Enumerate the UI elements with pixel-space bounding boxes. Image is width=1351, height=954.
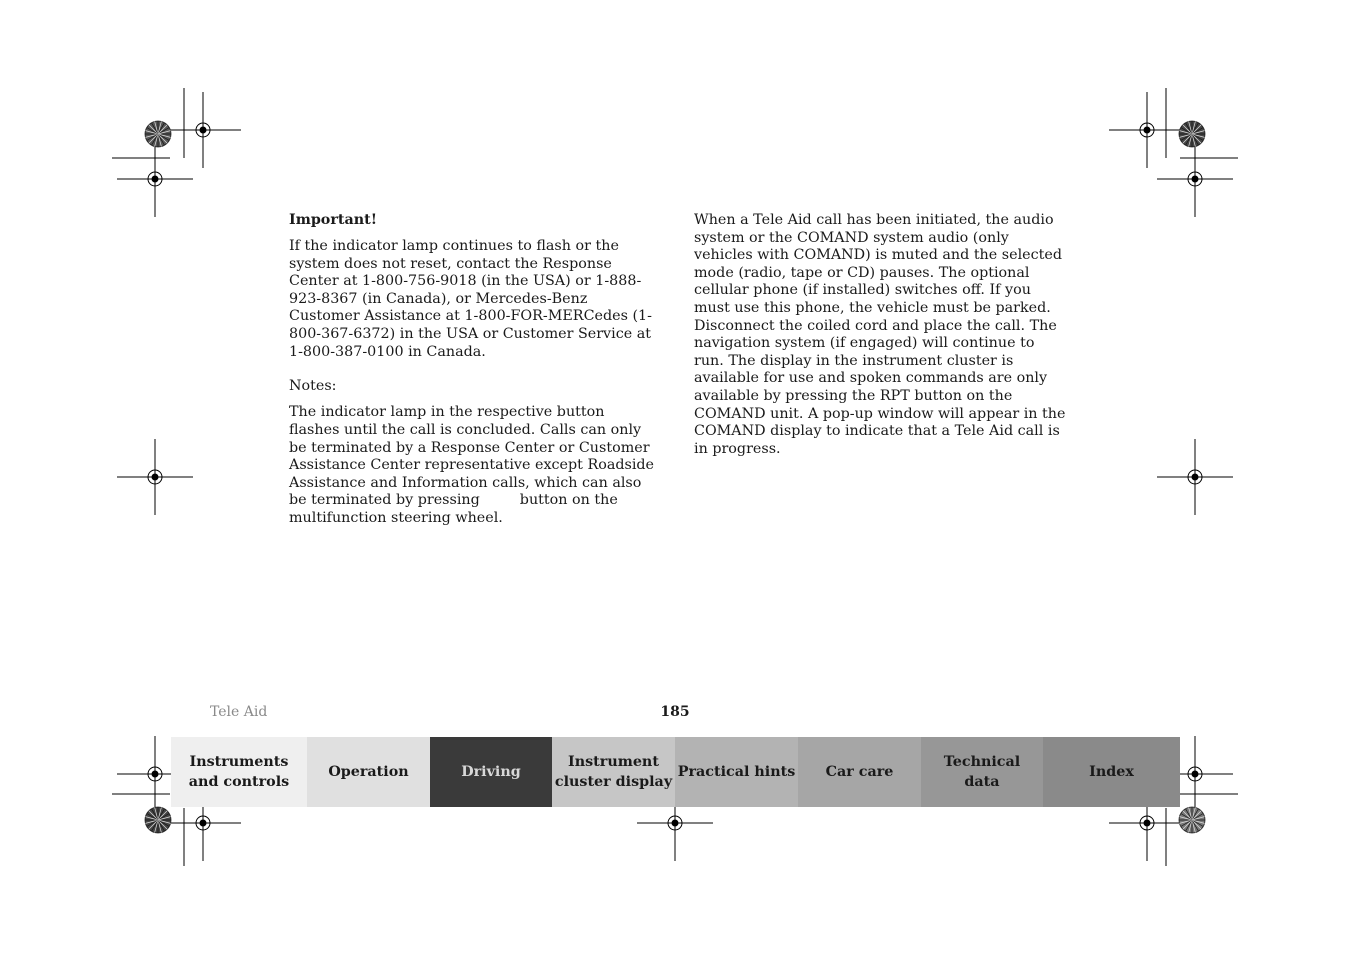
tele-aid-call-text: When a Tele Aid call has been initiated, the audio system or the COMAND system audio (only vehicles with COMAND) is muted and the selected mode (radio, tape or CD) pauses. The optional cellular phone (if installed) switches off. If you must use this phone, the vehicle must be parked. Disconnect the coiled cord and place the call. The navigation system (if engaged) will continue to run. The display in the instrument cluster is available for use and spoken commands are only available by pressing the RPT button on the COMAND unit. A pop-up window will appear in the COMAND display to indicate that a Tele Aid call is in progress. [694,212,1066,457]
registration-crosshair-icon [1109,92,1185,168]
registration-crosshair-icon [117,439,193,515]
tab-label-line1: Index [1089,764,1134,780]
tab-label-line1: Car care [825,764,894,780]
tab-instrument-cluster-display[interactable] [552,737,675,807]
registration-crosshair-icon [1157,439,1233,515]
tab-label-line1: Operation [328,764,409,780]
tab-practical-hints[interactable] [675,737,798,807]
notes-text [289,404,659,527]
chapter-navigation-bar [171,737,1180,807]
tab-index[interactable] [1043,737,1180,807]
tab-label-line2: and controls [188,774,290,790]
right-column [694,212,1066,467]
tab-label-line2: cluster display [554,774,673,790]
important-heading: Important! [289,212,378,228]
notes-text-before: The indicator lamp in the respective button flashes until the call is concluded. Calls can only be terminated by a Response Center or Customer Assistance Center representative except Roadside Assistance and Information calls, which can also be terminated by pressing [289,404,655,509]
tab-operation[interactable] [307,737,430,807]
starburst-target-icon [145,121,171,147]
registration-crosshair-icon [1157,141,1233,217]
tab-label-line1: Driving [461,764,521,780]
registration-crosshair-icon [165,92,241,168]
left-column [289,212,659,536]
tab-technical-data[interactable] [921,737,1043,807]
tab-car-care[interactable] [798,737,921,807]
tab-label-line1: Instruments [189,754,289,770]
starburst-target-icon [1179,121,1205,147]
starburst-target-icon [145,807,171,833]
page-number: 185 [660,704,690,720]
tab-label-line1: Practical hints [677,764,796,780]
tab-driving[interactable] [430,737,552,807]
notes-text-after: button on the multifunction steering wheel. [289,492,618,526]
registration-crosshair-icon [117,141,193,217]
section-label: Tele Aid [210,704,268,720]
notes-label: Notes: [289,378,337,395]
important-text: If the indicator lamp continues to flash or the system does not reset, contact the Response Center at 1-800-756-9018 (in the USA) or 1-888-923-8367 (in Canada), or Mercedes-Benz Customer Assistance at 1-800-FOR-MERCedes (1-800-367-6372) in the USA or Customer Service at 1-800-387-0100 in Canada. [289,238,652,360]
tab-instruments-and-controls[interactable] [171,737,307,807]
tab-label-line1: Technical [943,754,1021,770]
tab-label-line1: Instrument [568,754,659,770]
tab-label-line2: data [964,774,1000,790]
starburst-target-icon [1179,807,1205,833]
